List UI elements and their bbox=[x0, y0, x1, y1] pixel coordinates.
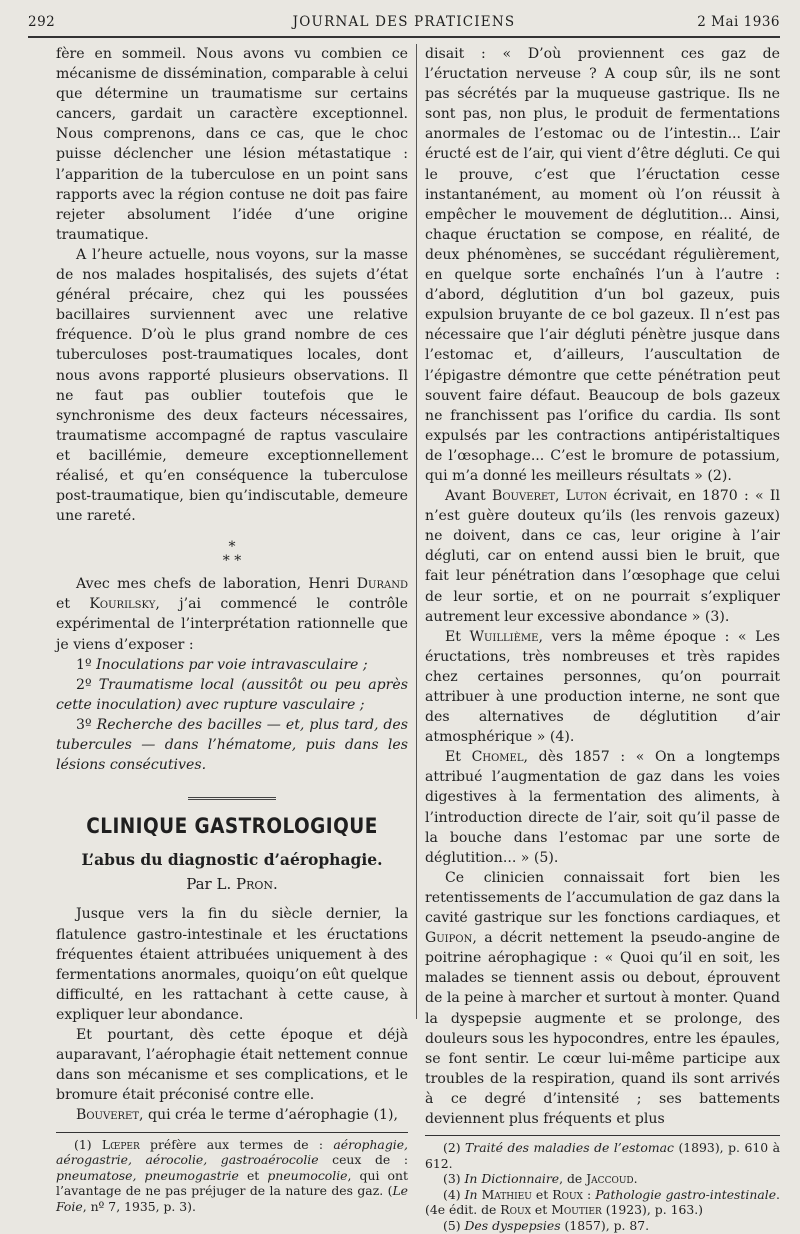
list-number: 1º bbox=[76, 656, 97, 673]
paragraph bbox=[56, 1105, 408, 1125]
asterism bbox=[56, 540, 408, 568]
text-run: (1923), p. 163.) bbox=[601, 1202, 703, 1218]
author-name: Wuillième bbox=[469, 628, 539, 645]
footnote-rule bbox=[56, 1132, 408, 1133]
text-run: et bbox=[531, 1186, 553, 1202]
text-run: (3) bbox=[443, 1171, 465, 1187]
text-run: . bbox=[633, 1171, 638, 1187]
paragraph bbox=[425, 868, 780, 1129]
list-number: 3º bbox=[76, 716, 97, 733]
text-run: . (4e édit. de bbox=[425, 1186, 780, 1218]
list-item bbox=[56, 675, 408, 715]
list-item bbox=[56, 655, 408, 675]
text-run: , bbox=[555, 488, 566, 505]
text-run: Traité des maladies de l’estomac bbox=[465, 1140, 674, 1156]
text-run: , qui créa le terme d’aérophagie (1), bbox=[139, 1107, 398, 1124]
text-run: (2) bbox=[443, 1140, 466, 1156]
text-run: ceux de : bbox=[318, 1152, 408, 1168]
footnote-rule bbox=[425, 1135, 780, 1136]
running-header bbox=[28, 14, 780, 38]
text-run: Avant bbox=[445, 488, 492, 505]
text-run: et bbox=[56, 596, 90, 613]
paragraph: Jusque vers la fin du siècle dernier, la flatulence gastro-intestinale et les éructations fréquentes étaient attribuées uniquement à des fermentations anormales, quoiqu’on eût quelque difficulté, en les rattachant à cette cause, à expliquer leur abondance. bbox=[56, 906, 408, 1023]
text-run: : bbox=[582, 1186, 596, 1202]
text-run: (4) bbox=[443, 1186, 465, 1202]
text-run: In Dictionnaire bbox=[464, 1171, 560, 1187]
text-run: aérophagie, aérogastrie, aérocolie, gastroaérocolie bbox=[56, 1136, 408, 1168]
text-run: et bbox=[238, 1167, 268, 1183]
author-name: Chomel bbox=[471, 749, 524, 766]
footnote bbox=[425, 1171, 780, 1187]
paragraph bbox=[56, 574, 408, 654]
text-run: . bbox=[273, 875, 278, 894]
section-separator bbox=[188, 797, 276, 800]
asterism-bottom: * * bbox=[222, 553, 242, 570]
author-name: Moutier bbox=[551, 1202, 602, 1218]
column-divider bbox=[416, 44, 417, 1019]
article-title: L’abus du diagnostic d’aérophagie. bbox=[81, 850, 383, 870]
author-name: Lœper bbox=[101, 1136, 140, 1152]
text-run: , dès 1857 : « On a longtemps attribué l’augmentation de gaz dans les voies digestives à la fermentation des aliments, à l’introduction directe de l’air, soit qu’il passe de la bouche dans l’estomac par une sorte de déglutition... » (5). bbox=[425, 749, 780, 866]
byline bbox=[56, 874, 408, 894]
page-number: 292 bbox=[28, 14, 56, 30]
list-number: 2º bbox=[76, 676, 99, 693]
author-name: Pron bbox=[236, 875, 274, 894]
right-column bbox=[425, 44, 780, 1234]
paragraph: disait : « D’où proviennent ces gaz de l’éructation nerveuse ? A coup sûr, ils ne sont pas sécrétés par la muqueuse gastrique. Ils ne sont pas, non plus, le produit de fermentations anormales de l’estomac ou de l’intestin... L’air éructé est de l’air, qui vient d’être dégluti. Ce qui le prouve, c’est que l’éructation cesse instantanément, au moment où l’on réussit à empêcher le mouvement de déglutition... Ainsi, chaque éructation se compose, en réalité, de deux phénomènes, se succédant régulièrement, en quelque sorte enchaînés l’un à l’autre : d’abord, déglutition d’un bol gazeux, puis expulsion bruyante de ce bol gazeux. Il n’est pas nécessaire que l’air dégluti pénètre jusque dans l’estomac et, d’ailleurs, l’auscultation de l’épigastre démontre que cette pénétration peut souvent faire défaut. Beaucoup de bols gazeux ne franchissent pas l’orifice du cardia. Ils sont expulsés par les contractions antipéristaltiques de l’œsophage... C’est le bromure de potassium, qui m’a donné les meilleurs résultats » (2). bbox=[425, 46, 780, 484]
author-name: Luton bbox=[565, 488, 608, 505]
text-run: préfère aux termes de : bbox=[139, 1136, 334, 1152]
text-run: In bbox=[464, 1186, 478, 1202]
text-run: (5) bbox=[443, 1218, 465, 1234]
text-run: Le Foie bbox=[56, 1183, 408, 1214]
text-run: Et bbox=[445, 749, 472, 766]
paragraph bbox=[425, 747, 780, 868]
paragraph bbox=[425, 486, 780, 627]
asterism-top: * bbox=[228, 539, 236, 556]
paragraph: fère en sommeil. Nous avons vu combien ce mécanisme de dissémination, comparable à celui que détermine un traumatisme sur certains cancers, gardait un caractère exceptionnel. Nous comprenons, dans ce cas, que le choc puisse déclencher une lésion métastatique : l’apparition de la tuberculose en un point sans rapports avec la région contuse ne doit pas faire rejeter absolument l’idée d’une origine traumatique. bbox=[56, 46, 408, 243]
journal-title: JOURNAL DES PRATICIENS bbox=[292, 14, 516, 30]
author-name: Durand bbox=[356, 576, 408, 593]
text-run: , nº 7, 1935, p. 3). bbox=[82, 1198, 196, 1214]
footnote bbox=[56, 1137, 408, 1215]
left-column bbox=[56, 44, 408, 1214]
text-run: pneumocolie bbox=[267, 1167, 348, 1183]
paragraph: A l’heure actuelle, nous voyons, sur la masse de nos malades hospitalisés, des sujets d’état général précaire, chez qui les poussées bacillaires surviennent avec une relative fréquence. D’où le plus grand nombre de ces tuberculoses post-traumatiques locales, dont nous avons rapporté plusieurs observations. Il ne faut pas oublier toutefois que le synchronisme des deux facteurs nécessaires, traumatisme accompagné de raptus vasculaire et bacillémie, demeure exceptionnellement réalisé, et qu’en conséquence la tuberculose post-traumatique, bien qu’indiscutable, demeure une rareté. bbox=[56, 246, 408, 525]
list-item bbox=[56, 715, 408, 775]
author-name: Bouveret bbox=[76, 1107, 140, 1124]
text-run: Et bbox=[445, 628, 470, 645]
text-run: , de bbox=[559, 1171, 587, 1187]
section-title: CLINIQUE GASTROLOGIQUE bbox=[86, 814, 378, 839]
list-text: Inoculations par voie intravasculaire ; bbox=[96, 656, 368, 673]
text-run: , a décrit nettement la pseudo-angine de poitrine aérophagique : « Quoi qu’il en soit, les malades se tiennent assis ou debout, éprouvent de la peine à marcher et surtout à monter. Quand la dyspepsie augmente et se prolonge, des douleurs sous les hypocondres, entre les épaules, se font sentir. Le cœur lui-même participe aux troubles de la respiration, quand ils sont arrivés à ce degré d’intensité ; ses battements deviennent plus fréquents et plus bbox=[425, 930, 780, 1127]
text-run: (1893), p. 610 à 612. bbox=[425, 1140, 780, 1171]
author-name: Roux bbox=[500, 1202, 531, 1218]
text-run: Ce clinicien connaissait fort bien les retentissements de l’accumulation de gaz dans la cavité gastrique sur les fonctions cardiaques, et bbox=[425, 869, 780, 927]
text-run: et bbox=[530, 1202, 552, 1218]
text-run: , vers la même époque : « Les éructations, très nombreuses et très rapides chez certaines personnes, qu’on pourrait attribuer à une production interne, ne sont que des alternatives de déglutition d’air atmosphérique » (4). bbox=[425, 628, 780, 746]
text-run: (1857), p. 87. bbox=[560, 1218, 650, 1234]
text-run: écrivait, en 1870 : « Il n’est guère douteux qu’ils (les renvois gazeux) ne doivent, dans ce cas, leur origine à l’air dégluti, car on entend aussi bien le bruit, que fait leur pénétration dans l’œsophage que celui de leur sortie, et on ne pourrait s’expliquer autrement leur excessive abondance » (3). bbox=[425, 488, 780, 625]
author-name: Roux bbox=[552, 1186, 583, 1202]
author-name: Kourilsky bbox=[89, 596, 156, 613]
text-run: , j’ai commencé le contrôle expérimental de l’interprétation rationnelle que je viens d’exposer : bbox=[56, 596, 408, 653]
text-run: Avec mes chefs de laboration, Henri bbox=[76, 576, 357, 593]
author-name: Jaccoud bbox=[586, 1171, 634, 1187]
text-run: Par L. bbox=[186, 875, 236, 894]
footnote bbox=[425, 1140, 780, 1171]
list-text: Recherche des bacilles — et, plus tard, des tubercules — dans l’hématome, puis dans les lésions consécutives. bbox=[56, 716, 409, 774]
text-run: Pathologie gastro-intestinale bbox=[595, 1186, 777, 1202]
text-run: pneumatose, pneumogastrie bbox=[56, 1167, 239, 1183]
list-text: Traumatisme local (aussitôt ou peu après cette inoculation) avec rupture vasculaire ; bbox=[56, 676, 408, 713]
footnote bbox=[425, 1187, 780, 1218]
text-run: (1) bbox=[74, 1136, 102, 1152]
footnote bbox=[425, 1218, 780, 1234]
text-run: , qui ont l’avantage de ne pas préjuger de la nature des gaz. ( bbox=[56, 1167, 408, 1199]
author-name: Guipon bbox=[425, 930, 473, 947]
paragraph bbox=[425, 627, 780, 748]
author-name: Bouveret bbox=[491, 488, 555, 505]
author-name: Mathieu bbox=[481, 1186, 532, 1202]
text-run: Des dyspepsies bbox=[464, 1218, 561, 1234]
issue-date: 2 Mai 1936 bbox=[697, 14, 780, 30]
paragraph: Et pourtant, dès cette époque et déjà auparavant, l’aérophagie était nettement connue dans son mécanisme et ses complications, et le bromure était préconisé contre elle. bbox=[56, 1027, 408, 1104]
